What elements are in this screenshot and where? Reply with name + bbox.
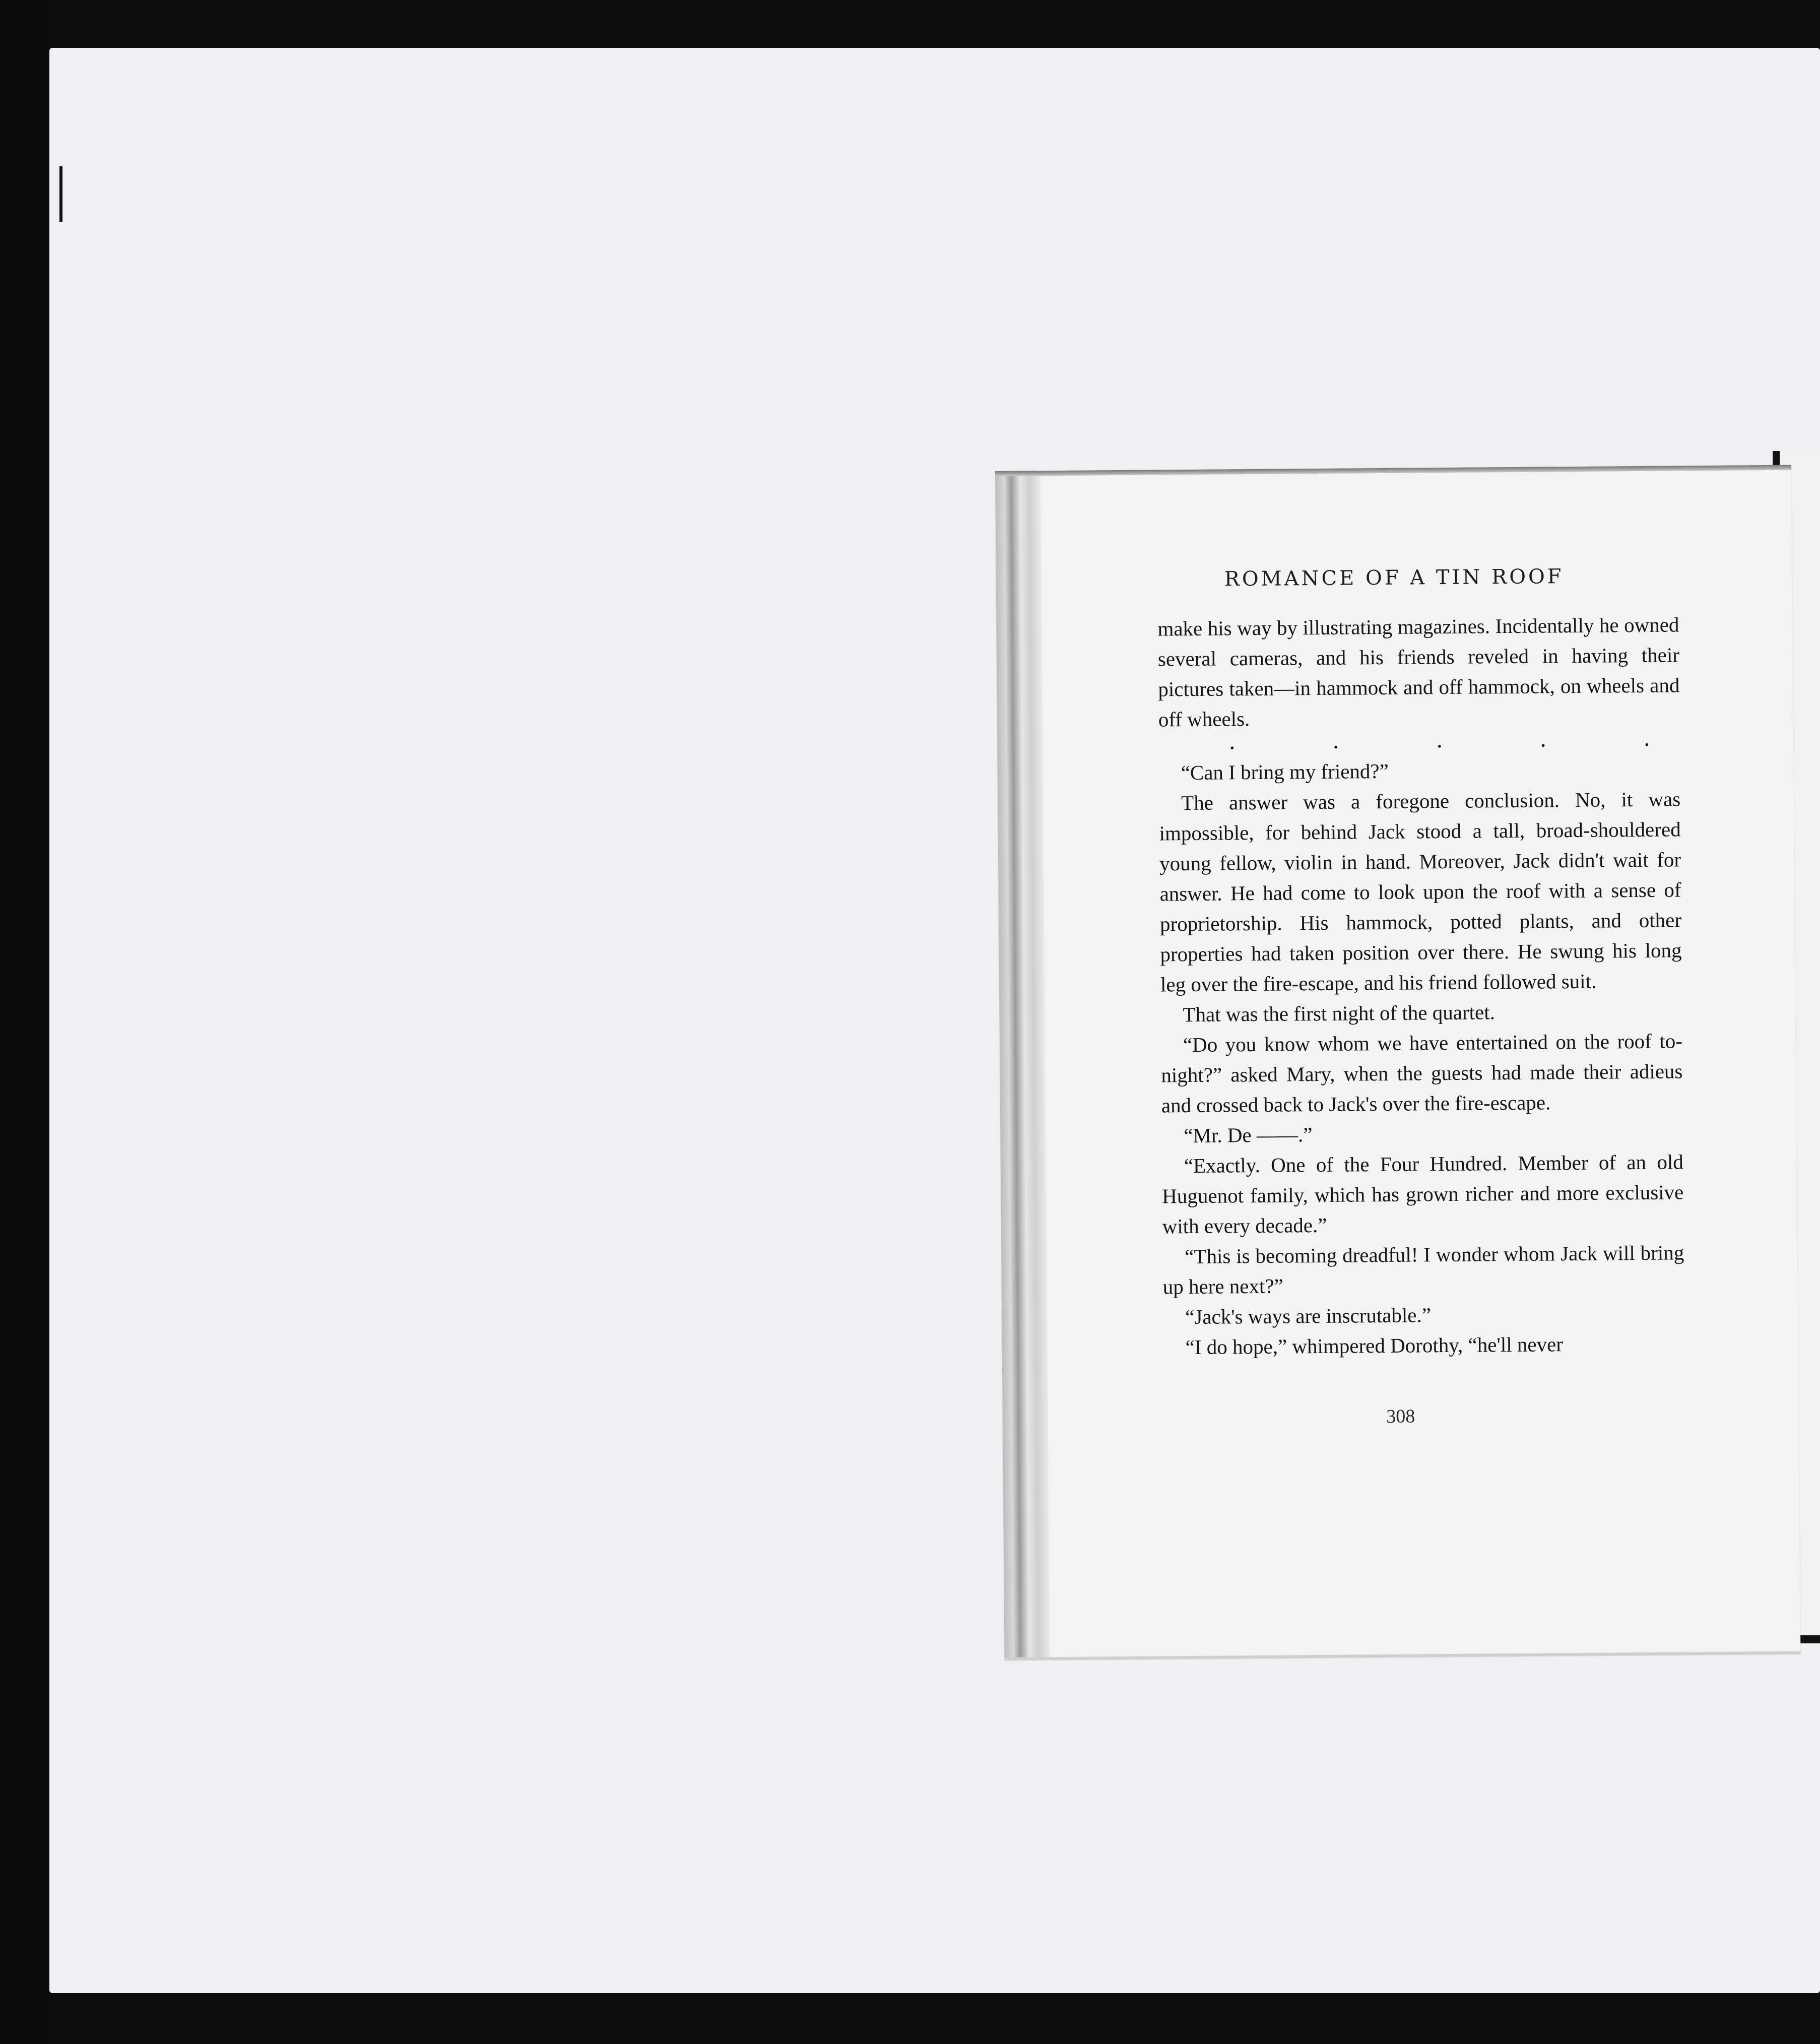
paragraph: “This is becoming dreadful! I wonder whom Jack will bring up here next?” (1162, 1241, 1684, 1299)
paragraph: “Jack's ways are inscrutable.” (1185, 1303, 1432, 1329)
ornament-dot: . (1540, 725, 1546, 752)
body-text (1157, 609, 1685, 1362)
paragraph: “Can I bring my friend?” (1181, 759, 1389, 785)
paragraph: “I do hope,” whimpered Dorothy, “he'll never (1185, 1332, 1564, 1359)
paragraph: “Exactly. One of the Four Hundred. Member of an old Huguenot family, which has grown richer and more exclusive with every decade.” (1162, 1150, 1684, 1238)
film-left-border (0, 0, 49, 2044)
paragraph: That was the first night of the quartet. (1183, 1000, 1496, 1027)
paragraph: make his way by illustrating magazines. Incidentally he owned several cameras, and his friends reveled in having their pictures taken—in hammock and off hammock, on wheels and off wheels. (1157, 613, 1680, 731)
ornament-dot: . (1229, 728, 1236, 755)
film-scratch (59, 166, 62, 222)
ornament-dot: . (1332, 727, 1339, 754)
ornament-dot: . (1436, 726, 1443, 753)
paragraph: “Do you know whom we have entertained on the roof to-night?” asked Mary, when the guests had made their adieus and crossed back to Jack's over the fire-escape. (1161, 1029, 1683, 1117)
paragraph: “Mr. De ——.” (1184, 1123, 1313, 1147)
running-head: ROMANCE OF A TIN ROOF (1224, 565, 1564, 591)
ornament-dot: . (1643, 724, 1650, 751)
page-number: 308 (1386, 1406, 1415, 1427)
page-gutter (995, 471, 1050, 1660)
paragraph: The answer was a foregone conclusion. No, it was impossible, for behind Jack stood a tall, broad-shouldered young fellow, violin in hand. Moreover, Jack didn't wait for answer. He had come to look upon the roof with a sense of proprietorship. His hammock, potted plants, and other properties had taken position over there. He swung his long leg over the fire-escape, and his friend followed suit. (1159, 787, 1682, 996)
section-break-ornament (1158, 724, 1680, 757)
book-page (995, 465, 1800, 1660)
